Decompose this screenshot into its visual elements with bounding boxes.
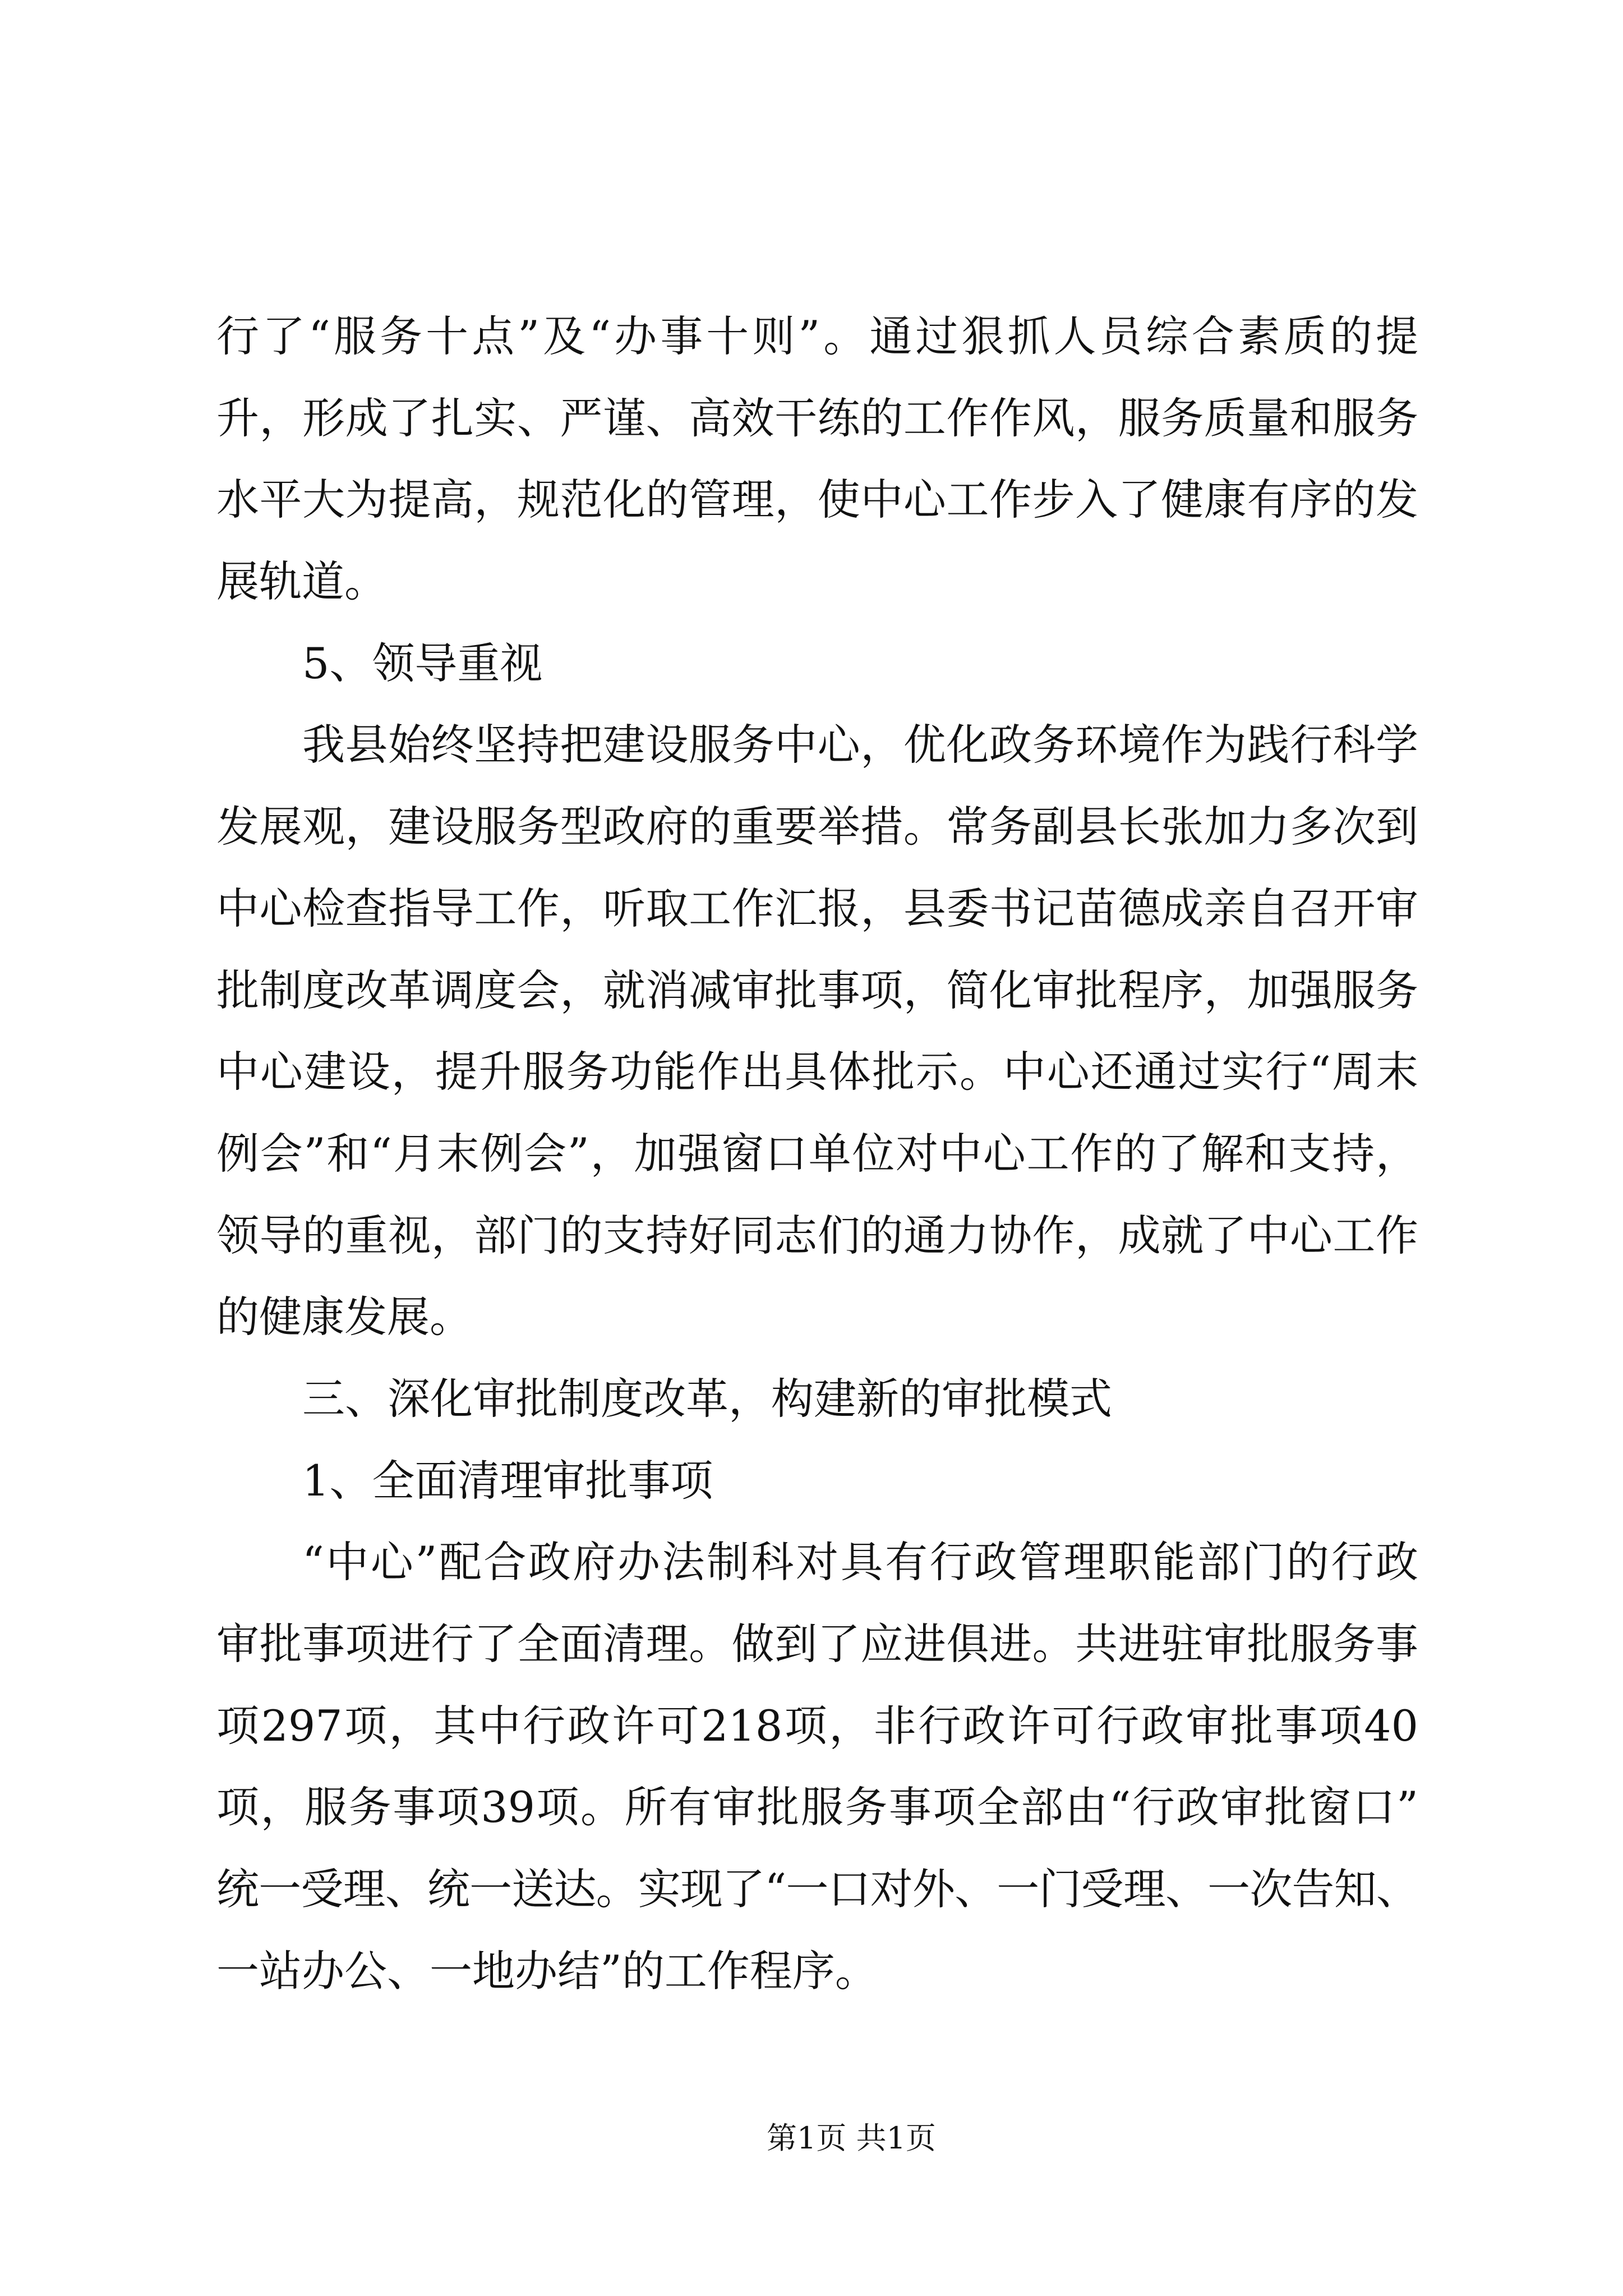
text-line: 一站办公、一地办结”的工作程序。 [216, 1945, 878, 1996]
text-line: 中心检查指导工作，听取工作汇报，县委书记苗德成亲自召开审 [216, 883, 1418, 933]
text-line: 中心建设，提升服务功能作出具体批示。中心还通过实行“周末 [216, 1047, 1418, 1097]
text-line: 的健康发展。 [216, 1292, 472, 1342]
text-line: 发展观，建设服务型政府的重要举措。常务副县长张加力多次到 [216, 802, 1418, 852]
section-heading [216, 1440, 1418, 1522]
text-line: 审批事项进行了全面清理。做到了应进俱进。共进驻审批服务事 [216, 1619, 1418, 1669]
text-line: 水平大为提高，规范化的管理，使中心工作步入了健康有序的发 [216, 475, 1418, 525]
heading-text: 三、深化审批制度改革，构建新的审批模式 [302, 1373, 1112, 1424]
text-line: 批制度改革调度会，就消减审批事项，简化审批程序，加强服务 [216, 965, 1418, 1015]
text-line: 项，服务事项39项。所有审批服务事项全部由“行政审批窗口” [216, 1782, 1418, 1833]
page-footer: 第1页 共1页 [767, 2120, 936, 2156]
text-line: 展轨道。 [216, 556, 387, 607]
paragraph [216, 704, 1418, 1358]
text-line: 统一受理、统一送达。实现了“一口对外、一门受理、一次告知、 [216, 1864, 1418, 1915]
heading-text: 5、领导重视 [302, 638, 543, 688]
text-line: 领导的重视，部门的支持好同志们的通力协作，成就了中心工作 [216, 1210, 1418, 1260]
text-line: 项297项，其中行政许可218项，非行政许可行政审批事项40 [216, 1700, 1418, 1751]
section-heading [216, 1358, 1418, 1440]
paragraph [216, 1521, 1418, 2012]
text-line: 我县始终坚持把建设服务中心，优化政务环境作为践行科学 [302, 720, 1418, 770]
text-line: 行了“服务十点”及“办事十则”。通过狠抓人员综合素质的提 [216, 311, 1418, 361]
paragraph [216, 296, 1418, 623]
text-line: “中心”配合政府办法制科对具有行政管理职能部门的行政 [302, 1537, 1418, 1588]
section-heading [216, 623, 1418, 705]
body-text [216, 296, 1418, 2012]
heading-text: 1、全面清理审批事项 [302, 1455, 713, 1506]
text-line: 例会”和“月末例会”，加强窗口单位对中心工作的了解和支持， [216, 1128, 1418, 1179]
text-line: 升，形成了扎实、严谨、高效干练的工作作风，服务质量和服务 [216, 393, 1418, 443]
